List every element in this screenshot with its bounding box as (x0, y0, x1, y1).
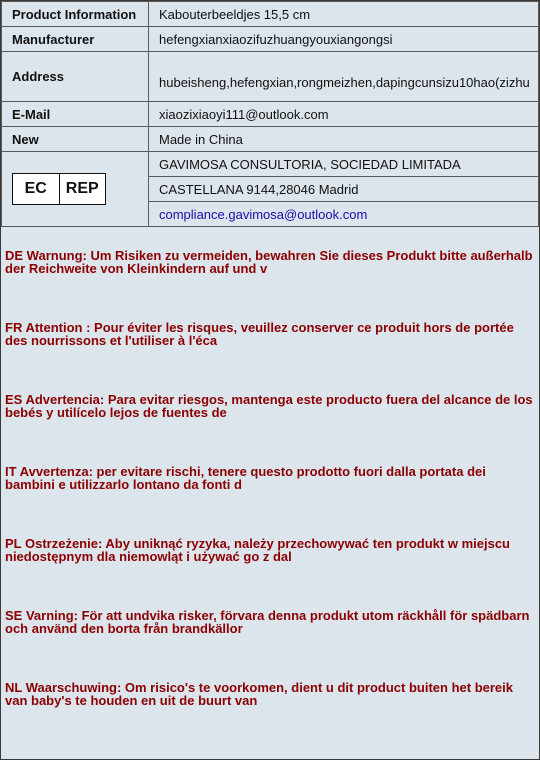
row-ec-rep-company (2, 152, 539, 177)
warning-nl: NL Waarschuwing: Om risico's te voorkomen, dient u dit product buiten het bereik van baby's te houden en uit de buurt van (5, 680, 513, 708)
label-manufacturer: Manufacturer (2, 27, 149, 52)
label-address: Address (2, 52, 149, 102)
row-email (2, 102, 539, 127)
row-new (2, 127, 539, 152)
ec-rep-badge-right: REP (59, 174, 106, 204)
row-product-information (2, 2, 539, 27)
warning-pl: PL Ostrzeżenie: Aby uniknąć ryzyka, należy przechowywać ten produkt w miejscu niedostępnym dla niemowląt i używać go z dal (5, 536, 510, 564)
row-address (2, 52, 539, 102)
ec-rep-badge-cell (2, 152, 149, 227)
warning-de: DE Warnung: Um Risiken zu vermeiden, bewahren Sie dieses Produkt bitte außerhalb der Reichweite von Kleinkindern auf und v (5, 248, 533, 276)
value-email: xiaozixiaoyi111@outlook.com (149, 102, 539, 127)
ec-rep-address: CASTELLANA 9144,28046 Madrid (149, 177, 539, 202)
ec-rep-email-link[interactable]: compliance.gavimosa@outlook.com (159, 206, 368, 222)
ec-rep-email-cell (149, 202, 539, 227)
warning-it: IT Avvertenza: per evitare rischi, tenere questo prodotto fuori dalla portata dei bambini e utilizzarlo lontano da fonti d (5, 464, 486, 492)
warnings-section (1, 227, 539, 753)
product-info-table (1, 1, 539, 227)
label-product-information: Product Information (2, 2, 149, 27)
label-email: E-Mail (2, 102, 149, 127)
ec-rep-badge-left: EC (24, 180, 47, 197)
value-product-information: Kabouterbeeldjes 15,5 cm (149, 2, 539, 27)
value-new: Made in China (149, 127, 539, 152)
ec-rep-company: GAVIMOSA CONSULTORIA, SOCIEDAD LIMITADA (149, 152, 539, 177)
warning-es: ES Advertencia: Para evitar riesgos, mantenga este producto fuera del alcance de los bebés y utilícelo lejos de fuentes de (5, 392, 533, 420)
warning-se: SE Varning: För att undvika risker, förvara denna produkt utom räckhåll för spädbarn och använd den borta från brandkällor (5, 608, 530, 636)
warning-fr: FR Attention : Pour éviter les risques, veuillez conserver ce produit hors de portée des nourrissons et l'utiliser à l'éca (5, 320, 514, 348)
ec-rep-icon (12, 173, 106, 205)
label-new: New (2, 127, 149, 152)
value-address: hubeisheng,hefengxian,rongmeizhen,dapingcunsizu10hao(zizhu (149, 52, 539, 102)
value-manufacturer: hefengxianxiaozifuzhuangyouxiangongsi (149, 27, 539, 52)
row-manufacturer (2, 27, 539, 52)
